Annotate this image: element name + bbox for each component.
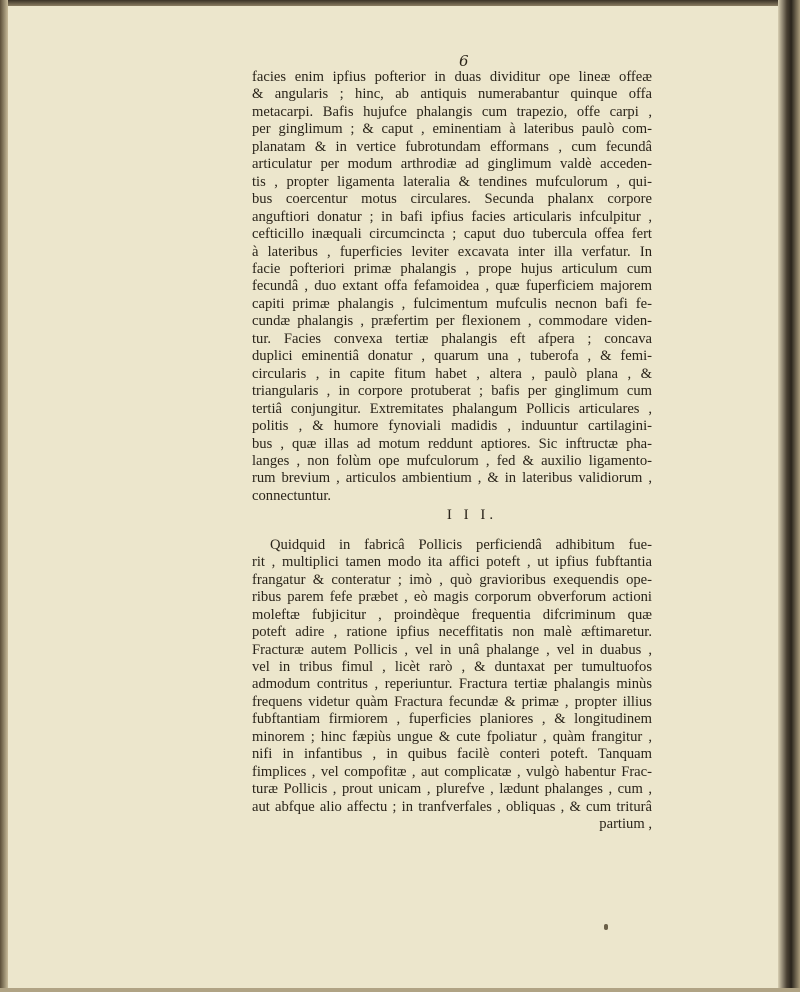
text-line: tis , propter ligamenta lateralia & tendines mufculorum , qui- (252, 173, 652, 190)
text-line: planatam & in vertice fubrotundam efformans , cum fecundâ (252, 138, 652, 155)
text-line: minorem ; hinc fæpiùs ungue & cute fpoliatur , quàm frangitur , (252, 728, 652, 745)
text-line: circularis , in capite fitum habet , altera , paulò plana , & (252, 365, 652, 382)
text-line: nifi in infantibus , in quibus facilè conteri poteft. Tanquam (252, 746, 652, 763)
text-line: metacarpi. Bafis hujufce phalangis cum trapezio, offe carpi , (252, 103, 652, 120)
text-line: anguftiori donatur ; in bafi ipfius facies articularis infculpitur , (252, 208, 652, 225)
section-heading: I I I. (446, 507, 498, 524)
text-line: aut abfque alio affectu ; in tranfverfales , obliquas , & cum triturâ (252, 798, 652, 815)
text-line: Quidquid in fabricâ Pollicis perficiendâ adhibitum fue- (270, 536, 652, 553)
text-line: rit , multiplici tamen modo ita affici poteft , ut ipfius fubftantia (252, 554, 652, 571)
text-line: moleftæ fubjicitur , proindèque frequentia difcriminum quæ (252, 606, 652, 623)
text-line: langes , non folùm ope mufculorum , fed & auxilio ligamento- (252, 452, 652, 469)
text-line: frequens videtur quàm Fractura fecundæ & primæ , propter illius (252, 693, 652, 710)
paragraph-2 (252, 537, 652, 816)
text-line: facies enim ipfius pofterior in duas dividitur ope lineæ offeæ (252, 69, 652, 85)
text-line: duplici eminentiâ donatur , quarum una , tuberofa , & femi- (252, 348, 652, 365)
text-line: cundæ phalangis , præfertim per flexionem , commodare viden- (252, 313, 652, 330)
page-number: 6 (459, 52, 469, 70)
paragraph-1 (252, 69, 652, 505)
ink-spot (604, 924, 608, 930)
scan-edge-top (0, 0, 800, 6)
text-line: fimplices , vel compofitæ , aut complicatæ , vulgò habentur Frac- (252, 763, 652, 780)
text-line: triangularis , in corpore protuberat ; bafis per ginglimum cum (252, 383, 652, 400)
text-line: fubftantiam firmiorem , fuperficies planiores , & longitudinem (252, 711, 652, 728)
text-line: poteft adire , ratione ipfius neceffitatis non malè æftimaretur. (252, 624, 652, 641)
text-line: facie pofteriori primæ phalangis , prope hujus articulum cum (252, 260, 652, 277)
scan-edge-left (0, 0, 8, 992)
text-line: tertiâ conjungitur. Extremitates phalangum Pollicis articulares , (252, 400, 652, 417)
text-line: cefticillo inæquali circumcincta ; caput duo tubercula offea fert (252, 226, 652, 243)
text-line: vel in tribus fimul , licèt rarò , & duntaxat per tumultuofos (252, 658, 652, 675)
text-line: admodum contritus , reperiuntur. Fractura tertiæ phalangis minùs (252, 676, 652, 693)
text-line: ribus parem fefe præbet , eò magis corporum obverforum actioni (252, 589, 652, 606)
text-line: rum brevium , articulos ambientium , & in lateribus validiorum , (252, 470, 652, 487)
text-line: capiti primæ phalangis , fulcimentum mufculis necnon bafi fe- (252, 295, 652, 312)
text-line: Fracturæ autem Pollicis , vel in unâ phalange , vel in duabus , (252, 641, 652, 658)
text-line: à lateribus , fuperficies leviter excavata inter illa verfatur. In (252, 243, 652, 260)
catchword: partium , (599, 816, 652, 833)
scan-edge-bottom (0, 988, 800, 992)
text-line: turæ Pollicis , prout unicam , plurefve , lædunt phalanges , cum , (252, 781, 652, 798)
text-line: & angularis ; hinc, ab antiquis numerabantur quinque offa (252, 86, 652, 103)
body-text (252, 69, 652, 833)
text-line: politis , & humore fynoviali madidis , induuntur cartilagini- (252, 418, 652, 435)
text-line: per ginglimum ; & caput , eminentiam à lateribus paulò com- (252, 121, 652, 138)
text-line: tur. Facies convexa tertiæ phalangis eft afpera ; concava (252, 330, 652, 347)
text-line: bus , quæ illas ad motum reddunt aptiores. Sic inftructæ pha- (252, 435, 652, 452)
text-line: connectuntur. (252, 487, 332, 504)
text-line: frangatur & conteratur ; imò , quò gravioribus exequendis ope- (252, 571, 652, 588)
text-line: articulatur per modum arthrodiæ ad ginglimum valdè acceden- (252, 156, 652, 173)
text-line: fecundâ , duo extant offa fefamoidea , quæ fuperficiem majorem (252, 278, 652, 295)
scan-edge-right (778, 0, 800, 992)
text-line: bus coercentur motus circulares. Secunda phalanx corpore (252, 191, 652, 208)
